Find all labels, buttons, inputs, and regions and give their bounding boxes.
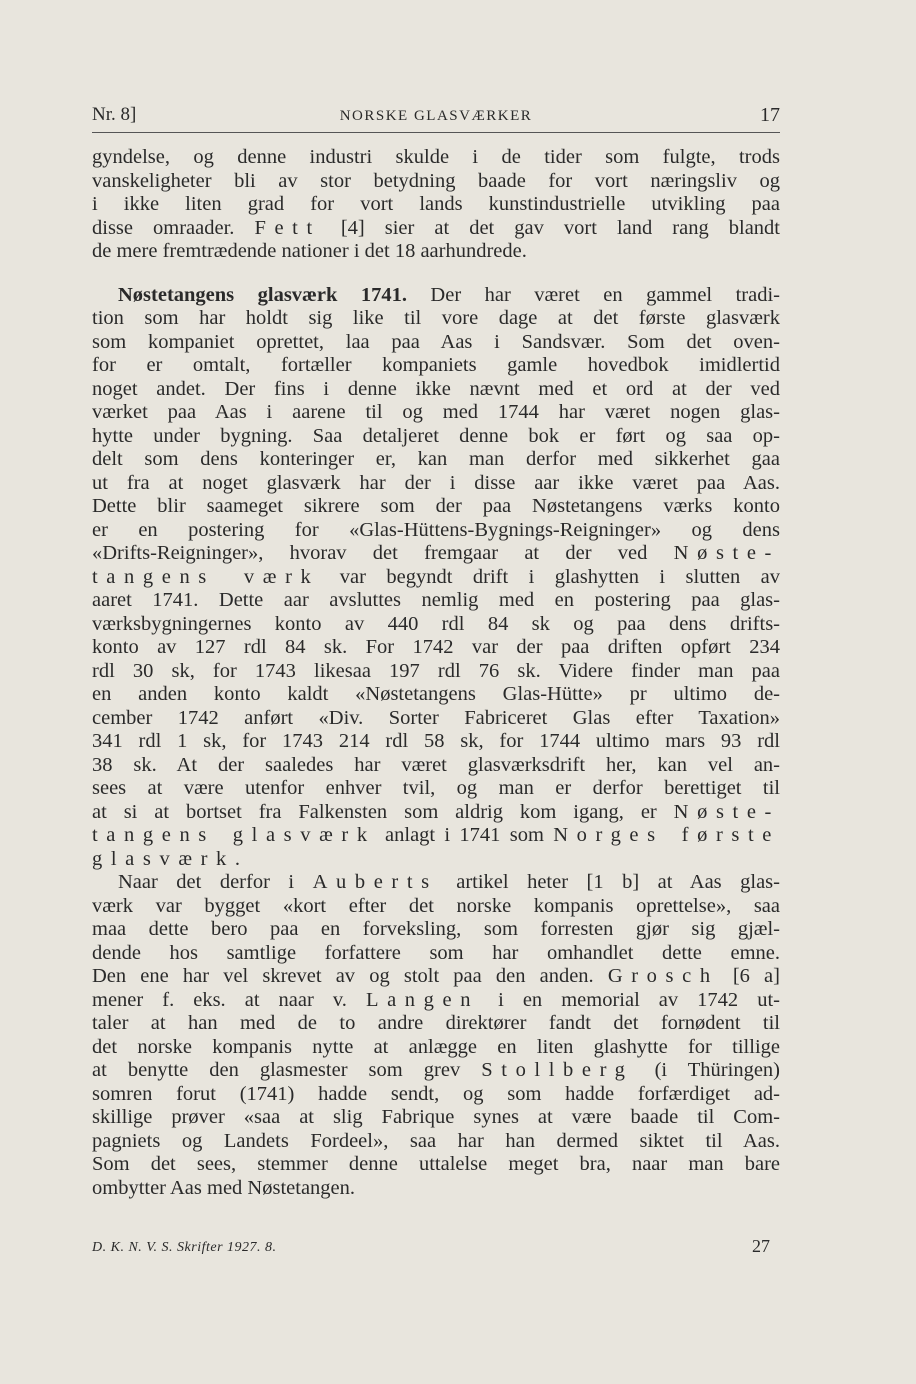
text-line: ombytter Aas med Nøstetangen. (92, 1176, 356, 1199)
section-heading: Nøstetangens glasværk 1741. (118, 283, 407, 306)
text-line: disse omraader. Fett [4] sier at det gav vort land rang blandt (92, 216, 780, 239)
text-line: Dette blir saameget sikrere som der paa Nøstetangens værks konto (92, 495, 780, 517)
text-line: 341 rdl 1 sk, for 1743 214 rdl 58 sk, for 1744 ultimo mars 93 rdl (92, 730, 780, 752)
spaced-name: Grosch (607, 965, 719, 987)
text-line: hytte under bygning. Saa detaljeret denne bok er ført og saa op- (92, 424, 780, 447)
text-line (92, 848, 780, 872)
text-line: pagniets og Landets Fordeel», saa har han dermed siktet til Aas. (92, 1129, 780, 1152)
paragraph-1 (92, 146, 780, 264)
text-line: sees at være utenfor enhver tvil, og man er derfor berettiget til (92, 777, 780, 799)
text-line: konto av 127 rdl 84 sk. For 1742 var der paa driften opført 234 (92, 636, 780, 658)
text-line: dende hos samtlige forfattere som har omhandlet dette emne. (92, 941, 780, 964)
text-line: Som det sees, stemmer denne uttalelse meget bra, naar man bare (92, 1153, 780, 1175)
text-line: delt som dens konteringer er, kan man derfor med sikkerhet gaa (92, 448, 780, 470)
text-line: værksbygningernes konto av 440 rdl 84 sk og paa dens drifts- (92, 612, 780, 635)
body-text (92, 146, 780, 1200)
text-line: for er omtalt, fortæller kompaniets gamle hovedbok imidlertid (92, 354, 780, 376)
footer-sheet-number: 27 (752, 1236, 770, 1256)
text-line: er en postering for «Glas-Hüttens-Bygnings-Reigninger» og dens (92, 518, 780, 541)
text-line: Nøstetangens glasværk 1741. Der har været en gammel tradi- (118, 283, 780, 306)
spaced-name: tangens glasværk (92, 824, 376, 846)
header-page-number: 17 (760, 104, 780, 126)
text-line: det norske kompanis nytte at anlægge en liten glashytte for tillige (92, 1035, 780, 1058)
spaced-name: Langen (365, 988, 480, 1011)
text-line: cember 1742 anført «Div. Sorter Fabriceret Glas efter Taxation» (92, 706, 780, 729)
spaced-name: Fett (254, 216, 321, 239)
header-issue-number: Nr. 8] (92, 104, 137, 125)
footer-publication: D. K. N. V. S. Skrifter 1927. 8. (92, 1240, 277, 1255)
text-line: ut fra at noget glasværk har der i disse aar ikke været paa Aas. (92, 471, 780, 494)
spaced-name: Auberts (312, 871, 438, 893)
text-line: en anden konto kaldt «Nøstetangens Glas-Hütte» pr ultimo de- (92, 683, 780, 705)
text-line: 38 sk. At der saaledes har været glasværksdrift her, kan vel an- (92, 753, 780, 776)
spaced-name: Stollberg (481, 1059, 634, 1081)
text-line: aaret 1741. Dette aar avsluttes nemlig med en postering paa glas- (92, 589, 780, 611)
text-line: at benytte den glasmester som grev Stollberg (i Thüringen) (92, 1059, 781, 1081)
text-line: værk var bygget «kort efter det norske kompanis oprettelse», saa (92, 894, 780, 917)
text-line: mener f. eks. at naar v. Langen i en memorial av 1742 ut- (92, 988, 780, 1011)
paragraph-3 (92, 871, 780, 1200)
spaced-name: glasværk. (92, 847, 249, 870)
text-line: i ikke liten grad for vort lands kunstindustrielle utvikling paa (92, 193, 780, 215)
running-header (92, 104, 780, 133)
text-line: værket paa Aas i aarene til og med 1744 har været nogen glas- (92, 401, 780, 423)
text-line: tion som har holdt sig like til vore dage at det første glasværk (92, 307, 780, 329)
text-line: somren forut (1741) hadde sendt, og som hadde forfærdiget ad- (92, 1082, 780, 1105)
text-line: vanskeligheter bli av stor betydning baade for vort næringsliv og (92, 169, 780, 192)
text-line: Den ene har vel skrevet av og stolt paa den anden. Grosch [6 a] (92, 965, 780, 987)
paragraph-2 (92, 284, 780, 872)
text-line: de mere fremtrædende nationer i det 18 aarhundrede. (92, 240, 527, 262)
text-line: at si at bortset fra Falkensten som aldrig kom igang, er Nøste- (92, 800, 780, 823)
header-title: NORSKE GLASVÆRKER (339, 108, 533, 124)
spaced-name: Nøste- (673, 542, 780, 564)
text-line: noget andet. Der fins i denne ikke nævnt med et ord at der ved (92, 377, 780, 400)
text-line: som kompaniet oprettet, laa paa Aas i Sandsvær. Som det oven- (92, 330, 780, 353)
spaced-name: tangens værk (92, 565, 320, 588)
text-line: skillige prøver «saa at slig Fabrique synes at være baade til Com- (92, 1106, 780, 1128)
text-line: rdl 30 sk, for 1743 likesaa 197 rdl 76 sk. Videre finder man paa (92, 659, 780, 682)
spaced-name: Norges første (553, 824, 780, 846)
text-line: taler at han med de to andre direktører fandt det fornødent til (92, 1012, 780, 1034)
text-line: gyndelse, og denne industri skulde i de tider som fulgte, trods (92, 146, 780, 168)
spaced-name: Nøste- (673, 800, 780, 823)
text-line: Naar det derfor i Auberts artikel heter [1 b] at Aas glas- (118, 871, 780, 893)
paragraph-gap (92, 264, 780, 284)
text-line: tangens værk var begyndt drift i glashytten i slutten av (92, 565, 780, 588)
page-footer (92, 1236, 770, 1260)
text-line: «Drifts-Reigninger», hvorav det fremgaar at der ved Nøste- (92, 542, 780, 564)
text-line: tangens glasværk anlagt i 1741 som Norges første (92, 824, 780, 846)
text-line: maa dette bero paa en forveksling, som forresten gjør sig gjæl- (92, 918, 780, 940)
